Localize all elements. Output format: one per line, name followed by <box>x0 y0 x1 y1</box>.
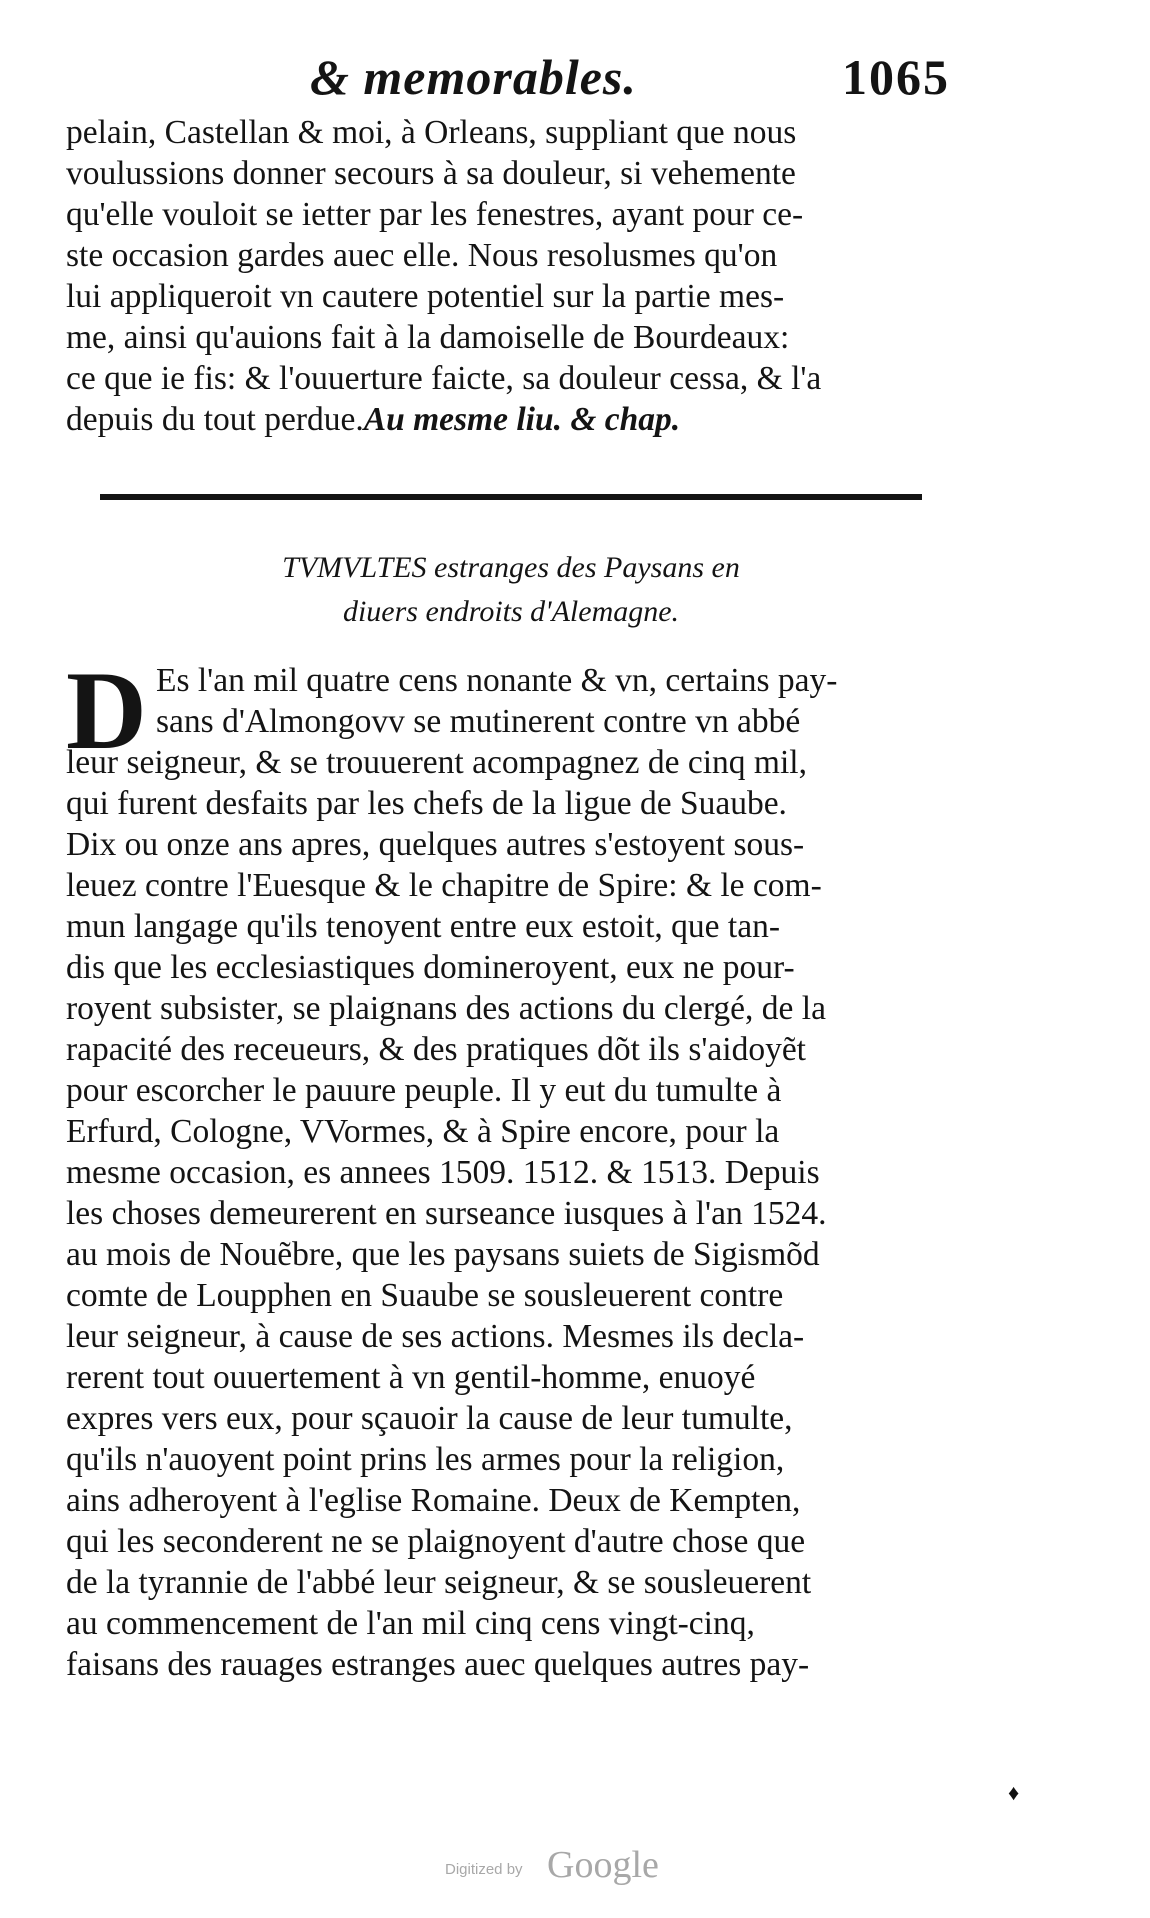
text-line: rapacité des receueurs, & des pratiques dõt ils s'aidoyẽt <box>66 1031 806 1068</box>
text-line: me, ainsi qu'auions fait à la damoiselle de Bourdeaux: <box>66 319 790 356</box>
watermark-digitized-label: Digitized by <box>445 1861 523 1878</box>
ink-blot-mark: ♦ <box>1008 1780 1020 1805</box>
text-line: mesme occasion, es annees 1509. 1512. & 1513. Depuis <box>66 1154 820 1191</box>
text-line: ce que ie fis: & l'ouuerture faicte, sa douleur cessa, & l'a <box>66 360 822 397</box>
page-number: 1065 <box>842 49 950 105</box>
heading-line-1: TVMVLTES estranges des Paysans en <box>282 551 740 584</box>
heading-line-2: diuers endroits d'Alemagne. <box>342 595 680 628</box>
text-line: qu'ils n'auoyent point prins les armes pour la religion, <box>66 1441 785 1478</box>
text-line: voulussions donner secours à sa douleur, si vehemente <box>66 155 796 192</box>
text-line: au mois de Nouẽbre, que les paysans suiets de Sigismõd <box>66 1236 820 1273</box>
text-line: de la tyrannie de l'abbé leur seigneur, & se sousleuerent <box>66 1564 812 1601</box>
text-line: qui les seconderent ne se plaignoyent d'autre chose que <box>66 1523 806 1560</box>
text-line: expres vers eux, pour sçauoir la cause de leur tumulte, <box>66 1400 793 1437</box>
running-title: & memorables. <box>310 49 637 105</box>
text-line: leuez contre l'Euesque & le chapitre de Spire: & le com- <box>66 867 822 904</box>
page-header <box>310 48 950 118</box>
text-line: rerent tout ouuertement à vn gentil-homme, enuoyé <box>66 1359 756 1396</box>
text-line: sans d'Almongovv se mutinerent contre vn abbé <box>156 703 801 740</box>
text-line: au commencement de l'an mil cinq cens vingt-cinq, <box>66 1605 755 1642</box>
text-line: Es l'an mil quatre cens nonante & vn, certains pay- <box>156 662 838 699</box>
text-line: mun langage qu'ils tenoyent entre eux estoit, que tan- <box>66 908 780 945</box>
text-line: dis que les ecclesiastiques domineroyent, eux ne pour- <box>66 949 795 986</box>
text-line: pour escorcher le pauure peuple. Il y eut du tumulte à <box>66 1072 782 1109</box>
text-line: lui appliqueroit vn cautere potentiel sur la partie mes- <box>66 278 785 315</box>
digitization-watermark <box>445 1843 705 1887</box>
text-line: faisans des rauages estranges auec quelques autres pay- <box>66 1646 810 1683</box>
text-line-with-citation <box>66 399 931 440</box>
text-line: comte de Loupphen en Suaube se sousleuerent contre <box>66 1277 784 1314</box>
text-line: Erfurd, Cologne, VVormes, & à Spire encore, pour la <box>66 1113 780 1150</box>
text-line: ains adheroyent à l'eglise Romaine. Deux de Kempten, <box>66 1482 801 1519</box>
text-line: leur seigneur, à cause de ses actions. Mesmes ils decla- <box>66 1318 805 1355</box>
watermark-google-logo: Google <box>547 1844 659 1886</box>
text-line: qu'elle vouloit se ietter par les fenestres, ayant pour ce- <box>66 196 804 233</box>
text-line: ste occasion gardes auec elle. Nous resolusmes qu'on <box>66 237 778 274</box>
text-line: leur seigneur, & se trouuerent acompagnez de cinq mil, <box>66 744 807 781</box>
text-line: les choses demeurerent en surseance iusques à l'an 1524. <box>66 1195 827 1232</box>
text-line: royent subsister, se plaignans des actions du clergé, de la <box>66 990 826 1027</box>
text-line: Dix ou onze ans apres, quelques autres s'estoyent sous- <box>66 826 805 863</box>
text-line: qui furent desfaits par les chefs de la ligue de Suaube. <box>66 785 787 822</box>
section-body <box>66 660 934 1685</box>
section-divider-rule <box>100 494 922 500</box>
continued-paragraph <box>66 112 931 440</box>
citation: Au mesme liu. & chap. <box>363 401 681 438</box>
text-line: pelain, Castellan & moi, à Orleans, suppliant que nous <box>66 114 797 151</box>
section-heading <box>100 546 922 634</box>
text-fragment: depuis du tout perdue. <box>66 401 364 438</box>
drop-cap: D <box>66 649 147 773</box>
